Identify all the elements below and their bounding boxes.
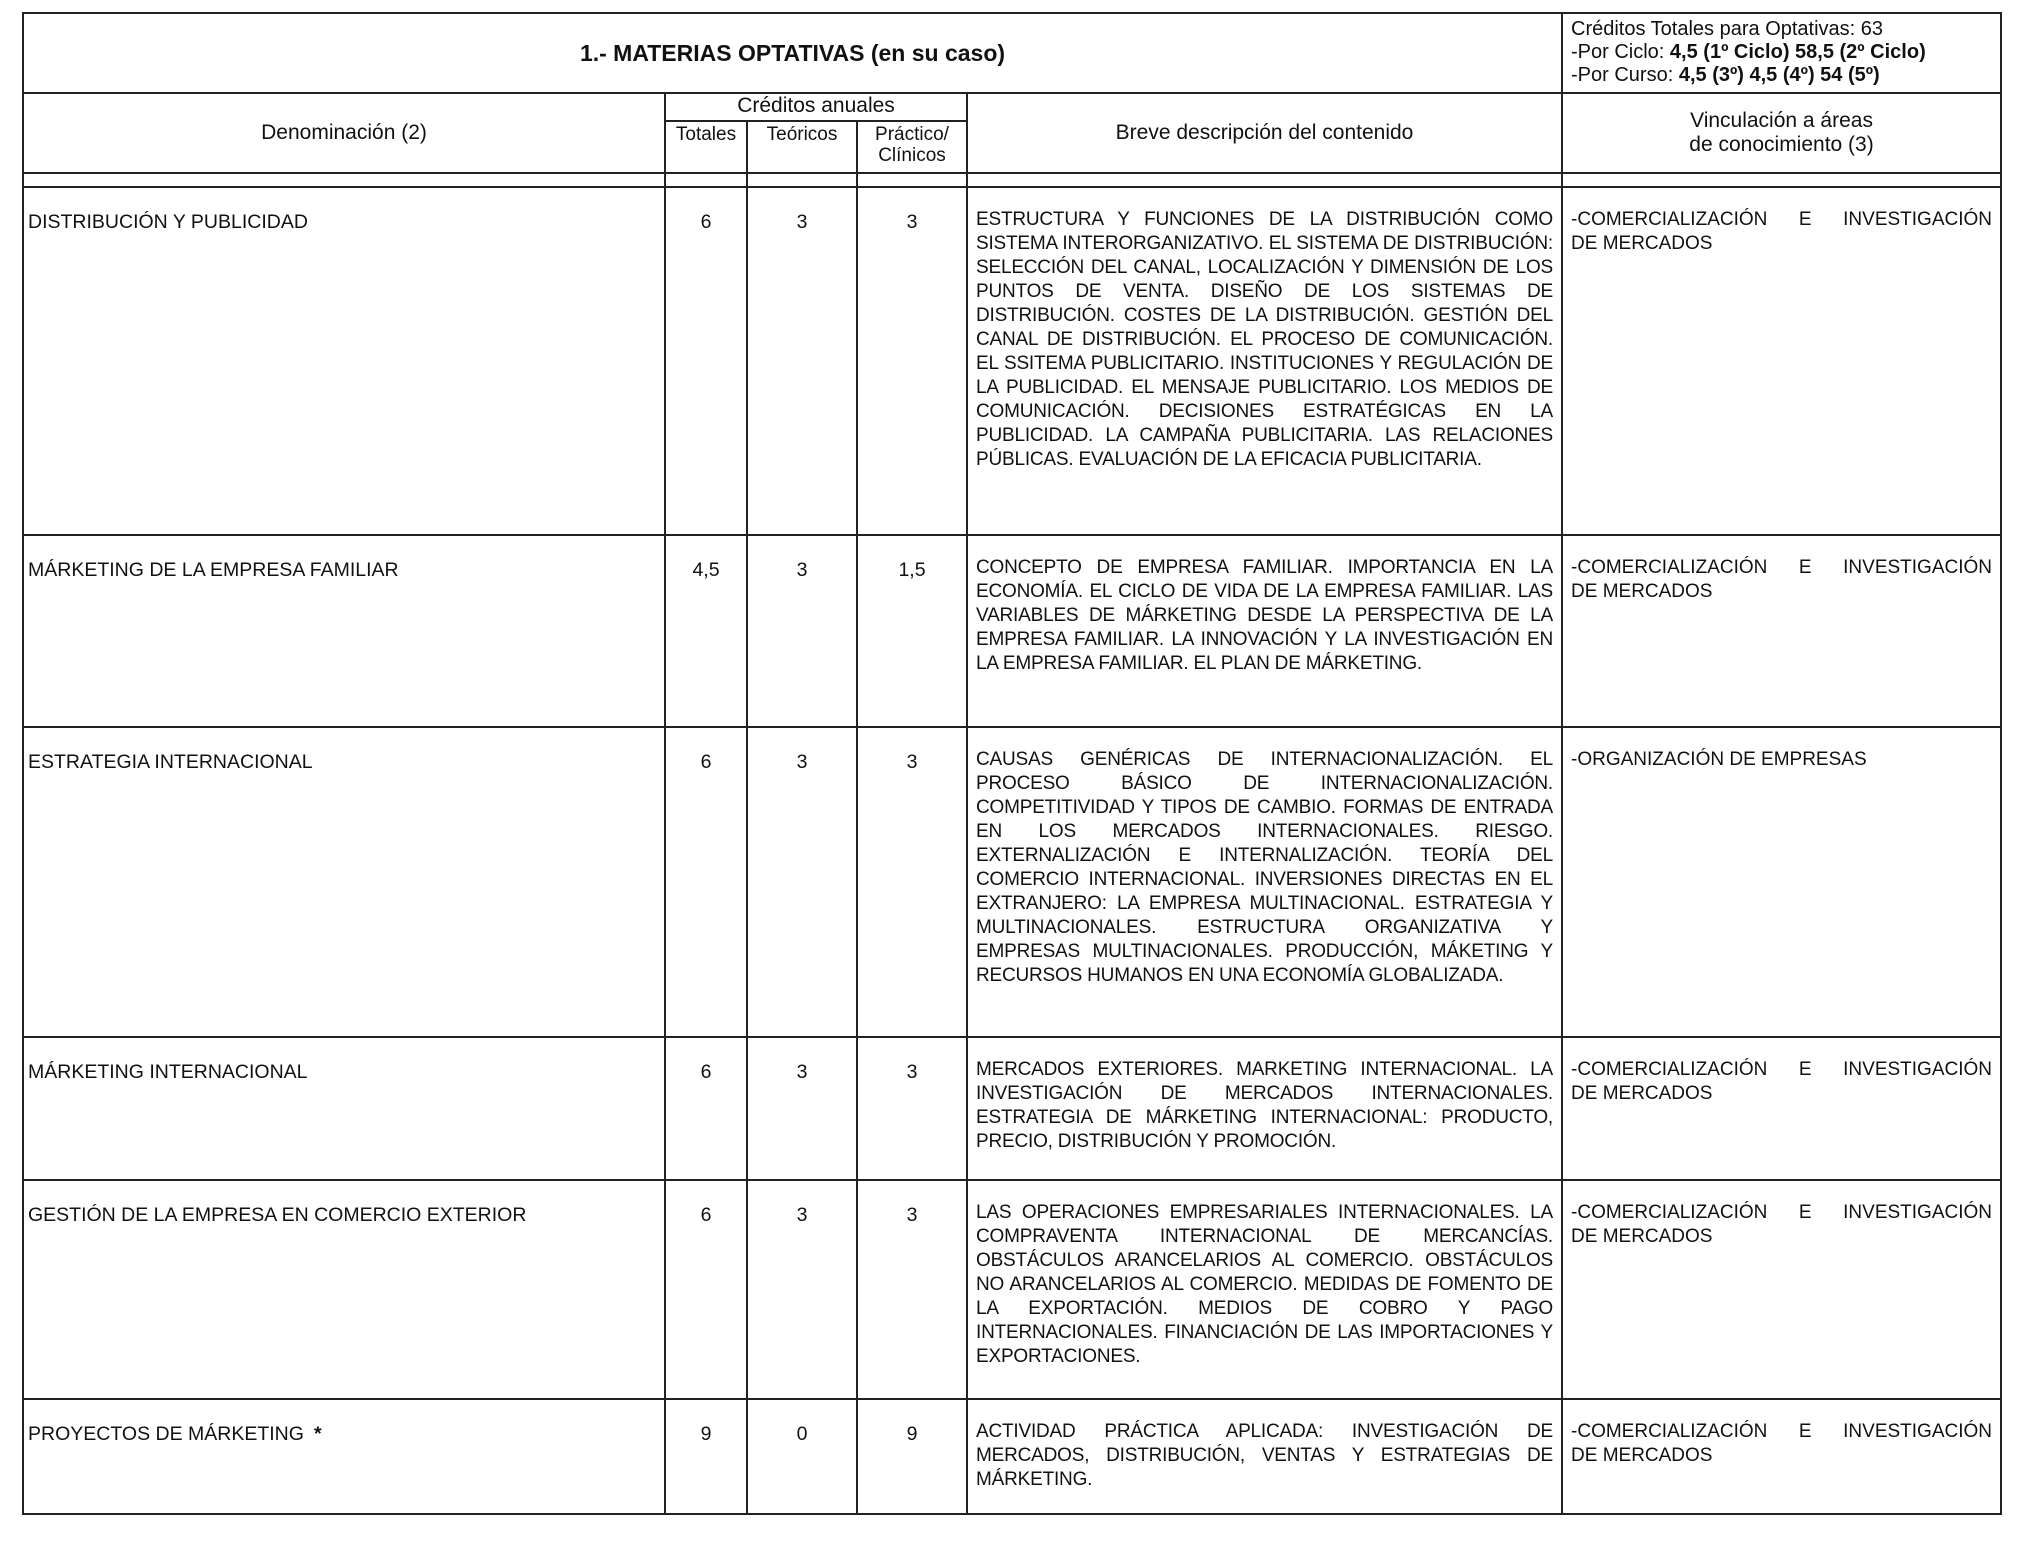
subject-name: MÁRKETING DE LA EMPRESA FAMILIAR (23, 535, 665, 727)
credits-totales: 9 (665, 1399, 747, 1514)
col-descripcion: Breve descripción del contenido (967, 93, 1562, 173)
summary-ciclo: -Por Ciclo: 4,5 (1º Ciclo) 58,5 (2º Ciclo) (1571, 41, 1926, 63)
knowledge-area: -ORGANIZACIÓN DE EMPRESAS (1562, 727, 2001, 1037)
subject-name: GESTIÓN DE LA EMPRESA EN COMERCIO EXTERIOR (23, 1180, 665, 1399)
col-vinculacion: Vinculación a áreas de conocimiento (3) (1562, 93, 2001, 173)
subject-description: ACTIVIDAD PRÁCTICA APLICADA: INVESTIGACIÓN DE MERCADOS, DISTRIBUCIÓN, VENTAS Y ESTRATEGIAS DE MÁRKETING. (967, 1399, 1562, 1514)
credits-practicos: 3 (857, 187, 967, 535)
col-totales: Totales (665, 121, 747, 173)
table-row (23, 1399, 2001, 1514)
optativas-table (22, 12, 2002, 1515)
credits-summary (1562, 13, 2001, 93)
credits-teoricos: 0 (747, 1399, 857, 1514)
subject-name: MÁRKETING INTERNACIONAL (23, 1037, 665, 1180)
credits-teoricos: 3 (747, 535, 857, 727)
credits-totales: 4,5 (665, 535, 747, 727)
col-practicos: Práctico/ Clínicos (857, 121, 967, 173)
credits-teoricos: 3 (747, 1037, 857, 1180)
credits-practicos: 3 (857, 1037, 967, 1180)
table-row (23, 187, 2001, 535)
subject-name: DISTRIBUCIÓN Y PUBLICIDAD (23, 187, 665, 535)
optativas-page (22, 12, 2000, 1551)
table-row (23, 1037, 2001, 1180)
knowledge-area: -COMERCIALIZACIÓN E INVESTIGACIÓN DE MERCADOS (1562, 1037, 2001, 1180)
credits-practicos: 1,5 (857, 535, 967, 727)
subject-description: CONCEPTO DE EMPRESA FAMILIAR. IMPORTANCIA EN LA ECONOMÍA. EL CICLO DE VIDA DE LA EMPRESA FAMILIAR. LAS VARIABLES DE MÁRKETING DESDE LA PERSPECTIVA DE LA EMPRESA FAMILIAR. LA INNOVACIÓN Y LA INVESTIGACIÓN EN LA EMPRESA FAMILIAR. EL PLAN DE MÁRKETING. (967, 535, 1562, 727)
col-creditos-group: Créditos anuales (665, 93, 967, 121)
knowledge-area: -COMERCIALIZACIÓN E INVESTIGACIÓN DE MERCADOS (1562, 1180, 2001, 1399)
subject-description: MERCADOS EXTERIORES. MARKETING INTERNACIONAL. LA INVESTIGACIÓN DE MERCADOS INTERNACIONALES. ESTRATEGIA DE MÁRKETING INTERNACIONAL: PRODUCTO, PRECIO, DISTRIBUCIÓN Y PROMOCIÓN. (967, 1037, 1562, 1180)
credits-totales: 6 (665, 1037, 747, 1180)
table-title: 1.- MATERIAS OPTATIVAS (en su caso) (23, 13, 1562, 93)
table-row (23, 1180, 2001, 1399)
subject-name: PROYECTOS DE MÁRKETING * (23, 1399, 665, 1514)
credits-totales: 6 (665, 187, 747, 535)
knowledge-area: -COMERCIALIZACIÓN E INVESTIGACIÓN DE MERCADOS (1562, 535, 2001, 727)
header-row-1 (23, 93, 2001, 121)
knowledge-area: -COMERCIALIZACIÓN E INVESTIGACIÓN DE MERCADOS (1562, 1399, 2001, 1514)
subject-description: ESTRUCTURA Y FUNCIONES DE LA DISTRIBUCIÓN COMO SISTEMA INTERORGANIZATIVO. EL SISTEMA DE DISTRIBUCIÓN: SELECCIÓN DEL CANAL, LOCALIZACIÓN Y DIMENSIÓN DE LOS PUNTOS DE VENTA. DISEÑO DE LOS SISTEMAS DE DISTRIBUCIÓN. COSTES DE LA DISTRIBUCIÓN. GESTIÓN DEL CANAL DE DISTRIBUCIÓN. EL PROCESO DE COMUNICACIÓN. EL SSITEMA PUBLICITARIO. INSTITUCIONES Y REGULACIÓN DE LA PUBLICIDAD. EL MENSAJE PUBLICITARIO. LOS MEDIOS DE COMUNICACIÓN. DECISIONES ESTRATÉGICAS EN LA PUBLICIDAD. LA CAMPAÑA PUBLICITARIA. LAS RELACIONES PÚBLICAS. EVALUACIÓN DE LA EFICACIA PUBLICITARIA. (967, 187, 1562, 535)
title-row (23, 13, 2001, 93)
summary-total: Créditos Totales para Optativas: 63 (1571, 18, 1884, 40)
spacer-row (23, 173, 2001, 187)
credits-teoricos: 3 (747, 727, 857, 1037)
credits-practicos: 3 (857, 1180, 967, 1399)
table-row (23, 727, 2001, 1037)
credits-practicos: 3 (857, 727, 967, 1037)
subject-name: ESTRATEGIA INTERNACIONAL (23, 727, 665, 1037)
credits-teoricos: 3 (747, 1180, 857, 1399)
summary-curso: -Por Curso: 4,5 (3º) 4,5 (4º) 54 (5º) (1571, 64, 1880, 86)
col-teoricos: Teóricos (747, 121, 857, 173)
subject-description: CAUSAS GENÉRICAS DE INTERNACIONALIZACIÓN. EL PROCESO BÁSICO DE INTERNACIONALIZACIÓN. COMPETITIVIDAD Y TIPOS DE CAMBIO. FORMAS DE ENTRADA EN LOS MERCADOS INTERNACIONALES. RIESGO. EXTERNALIZACIÓN E INTERNALIZACIÓN. TEORÍA DEL COMERCIO INTERNACIONAL. INVERSIONES DIRECTAS EN EL EXTRANJERO: LA EMPRESA MULTINACIONAL. ESTRATEGIA Y MULTINACIONALES. ESTRUCTURA ORGANIZATIVA Y EMPRESAS MULTINACIONALES. PRODUCCIÓN, MÁKETING Y RECURSOS HUMANOS EN UNA ECONOMÍA GLOBALIZADA. (967, 727, 1562, 1037)
table-row (23, 535, 2001, 727)
credits-totales: 6 (665, 727, 747, 1037)
footnote-star: * (313, 1423, 322, 1445)
knowledge-area: -COMERCIALIZACIÓN E INVESTIGACIÓN DE MERCADOS (1562, 187, 2001, 535)
col-denominacion: Denominación (2) (23, 93, 665, 173)
credits-teoricos: 3 (747, 187, 857, 535)
credits-totales: 6 (665, 1180, 747, 1399)
credits-practicos: 9 (857, 1399, 967, 1514)
subject-description: LAS OPERACIONES EMPRESARIALES INTERNACIONALES. LA COMPRAVENTA INTERNACIONAL DE MERCANCÍAS. OBSTÁCULOS ARANCELARIOS AL COMERCIO. OBSTÁCULOS NO ARANCELARIOS AL COMERCIO. MEDIDAS DE FOMENTO DE LA EXPORTACIÓN. MEDIOS DE COBRO Y PAGO INTERNACIONALES. FINANCIACIÓN DE LAS IMPORTACIONES Y EXPORTACIONES. (967, 1180, 1562, 1399)
